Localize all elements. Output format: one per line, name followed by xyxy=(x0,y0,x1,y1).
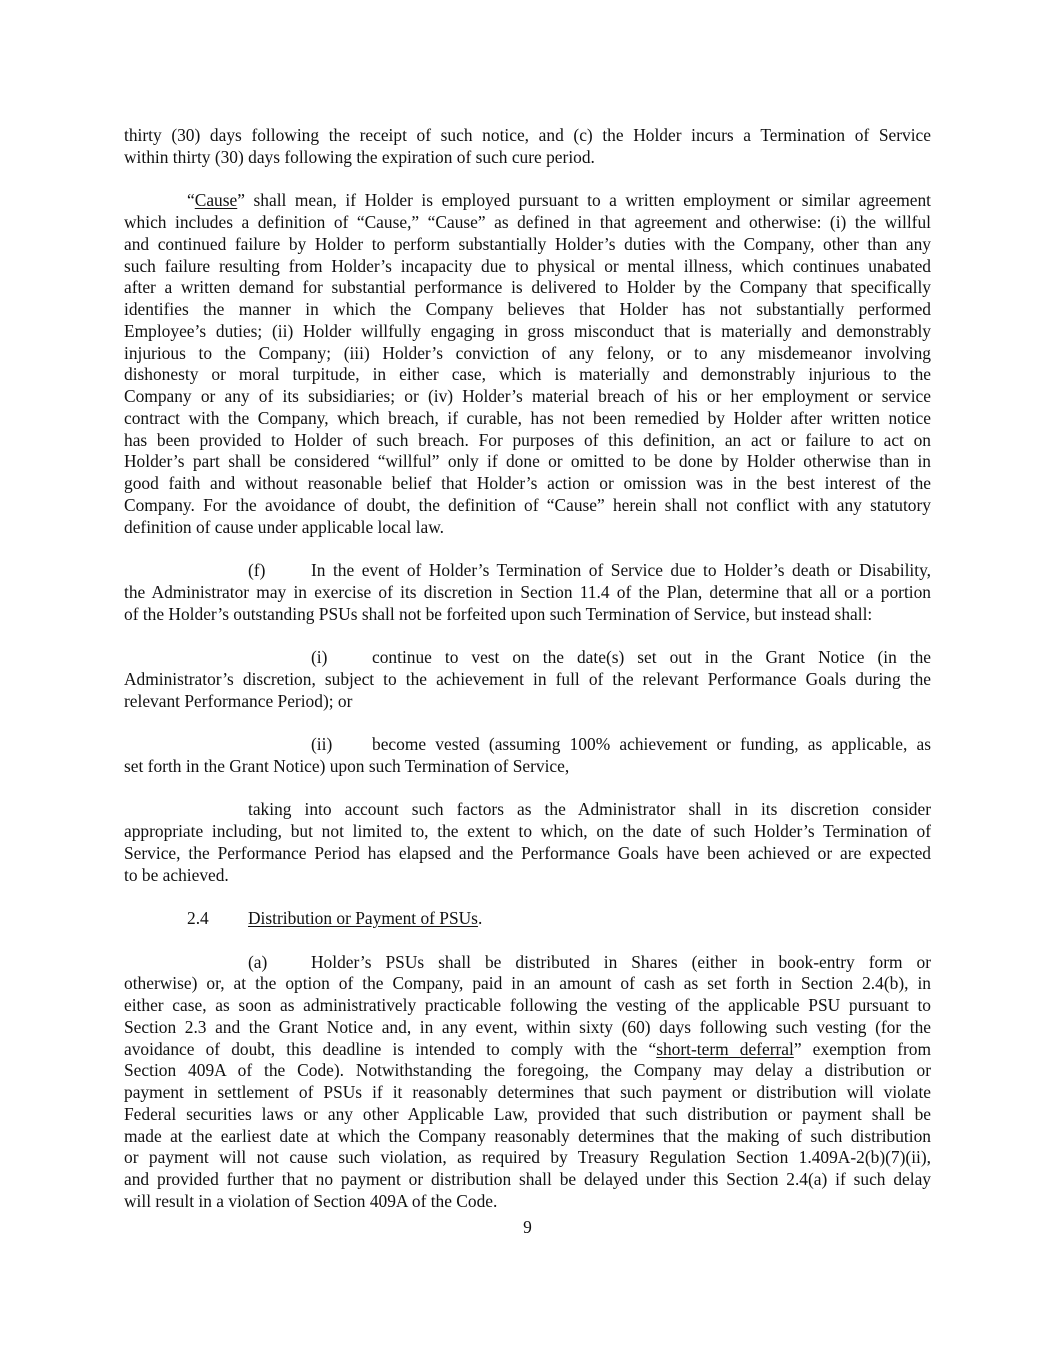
paragraph-label: 2.4 xyxy=(187,908,209,928)
line-text: contract with the Company, which breach, if curable, has not been remedied by Holder after written notice xyxy=(124,407,931,428)
line-text: set forth in the Grant Notice) upon such Termination of Service, xyxy=(124,755,570,776)
text-line xyxy=(124,147,931,169)
line-text: Company. For the avoidance of doubt, the definition of “Cause” herein shall not conflict with any statutory xyxy=(124,494,931,515)
paragraph-i-continue-vest xyxy=(124,647,931,712)
line-text: In the event of Holder’s Termination of Service due to Holder’s death or Disability, xyxy=(311,560,931,580)
line-text: thirty (30) days following the receipt of such notice, and (c) the Holder incurs a Termination of Service xyxy=(124,125,931,145)
text-line xyxy=(124,1169,931,1191)
line-text: continue to vest on the date(s) set out in the Grant Notice (in the xyxy=(372,647,931,667)
text-line xyxy=(124,321,931,343)
line-text: either case, as soon as administratively practicable following the vesting of the applicable PSU pursuant to xyxy=(124,995,931,1015)
text-line xyxy=(124,1147,931,1169)
text-line xyxy=(124,1017,931,1039)
line-text: or payment will not cause such violation, as required by Treasury Regulation Section 1.409A-2(b)(7)(ii), xyxy=(124,1147,931,1168)
text-line xyxy=(124,256,931,278)
line-text: which includes a definition of “Cause,” “Cause” as defined in that agreement and otherwise: (i) the willful xyxy=(124,212,931,232)
text-line xyxy=(124,734,931,756)
text-line xyxy=(124,343,931,365)
line-text: identifies the manner in which the Company believes that Holder has not substantially performed xyxy=(124,299,931,319)
text-line xyxy=(124,865,931,887)
line-text: Holder’s PSUs shall be distributed in Shares (either in book-entry form or xyxy=(311,951,931,972)
text-line xyxy=(124,1191,931,1213)
text-line xyxy=(124,1104,931,1126)
text-line xyxy=(124,1039,931,1061)
text-line xyxy=(124,647,931,669)
text-line xyxy=(124,364,931,386)
text-line xyxy=(124,1082,931,1104)
line-text: payment in settlement of PSUs if it reasonably determines that such payment or distribution will violate xyxy=(124,1082,931,1102)
line-text: made at the earliest date at which the Company reasonably determines that the making of such distribution xyxy=(124,1125,931,1146)
paragraph-cure-period xyxy=(124,125,931,169)
text-line xyxy=(124,973,931,995)
text-line xyxy=(124,908,931,930)
line-text: taking into account such factors as the Administrator shall in its discretion consider xyxy=(248,799,931,820)
underlined-term: Distribution or Payment of PSUs xyxy=(248,908,478,928)
text-line xyxy=(124,1126,931,1148)
text-line xyxy=(124,604,931,626)
line-text: will result in a violation of Section 409A of the Code. xyxy=(124,1190,498,1211)
line-text: Administrator’s discretion, subject to the achievement in full of the relevant Performance Goals during the xyxy=(124,668,931,689)
text-line xyxy=(124,843,931,865)
line-text: Distribution or Payment of PSUs. xyxy=(248,908,483,928)
paragraph-f-death-disability xyxy=(124,560,931,625)
paragraph-label: (i) xyxy=(311,647,328,667)
text-line xyxy=(124,799,931,821)
line-text: “Cause” shall mean, if Holder is employed pursuant to a written employment or similar agreement xyxy=(187,190,931,211)
line-text: Section 409A of the Code). Notwithstanding the foregoing, the Company may delay a distribution or xyxy=(124,1060,931,1081)
text-line xyxy=(124,190,931,212)
paragraph-label: (f) xyxy=(248,560,266,580)
line-text: after a written demand for substantial performance is delivered to Holder by the Company that specifically xyxy=(124,277,931,298)
line-text: relevant Performance Period); or xyxy=(124,690,353,711)
line-text: such failure resulting from Holder’s incapacity due to physical or mental illness, which continues unabated xyxy=(124,255,931,276)
text-line xyxy=(124,125,931,147)
line-text: avoidance of doubt, this deadline is intended to comply with the “short-term deferral” exemption from xyxy=(124,1038,931,1059)
text-line xyxy=(124,1060,931,1082)
line-text: injurious to the Company; (iii) Holder’s conviction of any felony, or to any misdemeanor involving xyxy=(124,342,931,363)
paragraph-taking-into-account xyxy=(124,799,931,886)
document-body xyxy=(124,125,931,1234)
line-text: Federal securities laws or any other Applicable Law, provided that such distribution or payment shall be xyxy=(124,1103,931,1124)
paragraph-label: (ii) xyxy=(311,734,333,754)
line-text: otherwise) or, at the option of the Company, paid in an amount of cash as set forth in Section 2.4(b), in xyxy=(124,973,931,994)
line-text: definition of cause under applicable local law. xyxy=(124,516,444,537)
line-text: Section 2.3 and the Grant Notice and, in any event, within sixty (60) days following such vesting (for the xyxy=(124,1016,931,1037)
line-text: Company or any of its subsidiaries; or (iv) Holder’s material breach of his or her employment or service xyxy=(124,386,931,406)
page-number: 9 xyxy=(523,1217,532,1237)
underlined-term: short-term deferral xyxy=(656,1038,794,1059)
text-line xyxy=(124,952,931,974)
text-line xyxy=(124,756,931,778)
text-line xyxy=(124,430,931,452)
text-line xyxy=(124,582,931,604)
line-text: good faith and without reasonable belief that Holder’s action or omission was in the best interest of the xyxy=(124,473,931,493)
text-line xyxy=(124,669,931,691)
line-text: of the Holder’s outstanding PSUs shall not be forfeited upon such Termination of Service, but instead shall: xyxy=(124,603,873,624)
text-line xyxy=(124,386,931,408)
line-text: appropriate including, but not limited to, the extent to which, on the date of such Holder’s Termination of xyxy=(124,821,931,841)
text-line xyxy=(124,691,931,713)
text-line xyxy=(124,821,931,843)
line-text: Holder’s part shall be considered “willful” only if done or omitted to be done by Holder otherwise than in xyxy=(124,451,931,472)
text-line xyxy=(124,408,931,430)
paragraph-label: (a) xyxy=(248,951,268,972)
paragraph-a-distribution xyxy=(124,952,931,1213)
text-line xyxy=(124,212,931,234)
line-text: become vested (assuming 100% achievement or funding, as applicable, as xyxy=(372,734,931,754)
text-line xyxy=(124,299,931,321)
section-2-4-heading xyxy=(124,908,931,930)
line-text: has been provided to Holder of such breach. For purposes of this definition, an act or failure to act on xyxy=(124,429,931,450)
text-line xyxy=(124,451,931,473)
text-line xyxy=(124,517,931,539)
line-text: dishonesty or moral turpitude, in either case, which is materially and demonstrably injurious to the xyxy=(124,364,931,385)
text-line xyxy=(124,495,931,517)
line-text: to be achieved. xyxy=(124,864,229,885)
line-text: and provided further that no payment or distribution shall be delayed under this Section 2.4(a) if such delay xyxy=(124,1169,931,1189)
text-line xyxy=(124,277,931,299)
line-text: within thirty (30) days following the expiration of such cure period. xyxy=(124,146,595,167)
underlined-term: Cause xyxy=(194,190,238,211)
paragraph-cause-definition xyxy=(124,190,931,538)
line-text: the Administrator may in exercise of its discretion in Section 11.4 of the Plan, determine that all or a portion xyxy=(124,581,931,602)
line-text: Service, the Performance Period has elapsed and the Performance Goals have been achieved or are expected xyxy=(124,842,931,863)
paragraph-ii-become-vested xyxy=(124,734,931,778)
text-line xyxy=(124,560,931,582)
text-line xyxy=(124,995,931,1017)
line-text: and continued failure by Holder to perform substantially Holder’s duties with the Company, other than any xyxy=(124,233,931,254)
text-line xyxy=(124,473,931,495)
line-text: Employee’s duties; (ii) Holder willfully engaging in gross misconduct that is materially and demonstrably xyxy=(124,320,931,341)
text-line xyxy=(124,234,931,256)
